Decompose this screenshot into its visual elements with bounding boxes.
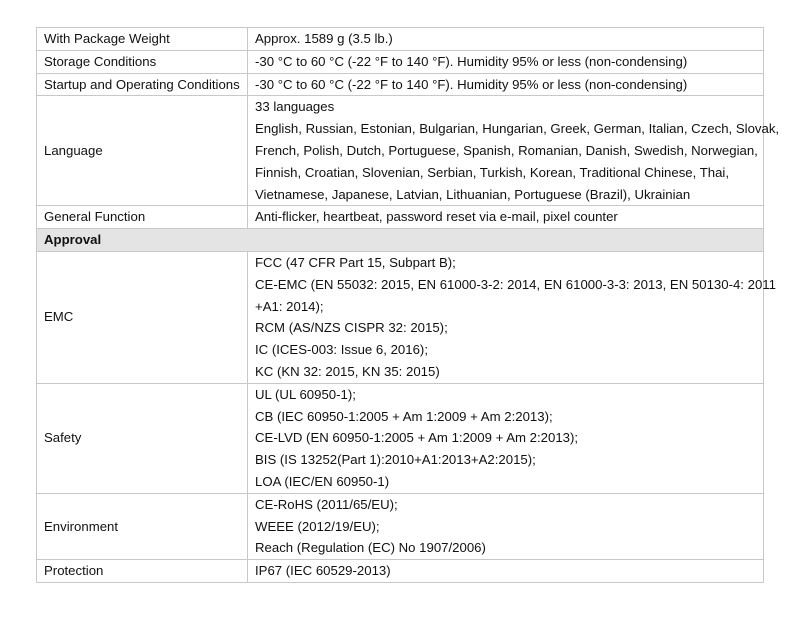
spec-value-line: RCM (AS/NZS CISPR 32: 2015); — [255, 320, 448, 336]
spec-value-line: -30 °C to 60 °C (-22 °F to 140 °F). Humidity 95% or less (non-condensing) — [255, 53, 688, 69]
spec-label: EMC — [37, 251, 248, 383]
spec-value — [248, 50, 764, 73]
spec-row — [37, 493, 764, 559]
spec-group-approval-header — [37, 229, 764, 252]
spec-value-line: Finnish, Croatian, Slovenian, Serbian, Turkish, Korean, Traditional Chinese, Thai, — [255, 164, 730, 180]
spec-value — [248, 28, 764, 51]
spec-value-line: CE-LVD (EN 60950-1:2005 + Am 1:2009 + Am 2:2013); — [255, 430, 579, 446]
spec-row — [37, 73, 764, 96]
spec-label: Storage Conditions — [37, 50, 248, 73]
spec-group-approval — [37, 251, 776, 582]
spec-value-line: 33 languages — [255, 99, 335, 115]
section-row-approval — [37, 229, 764, 252]
spec-row — [37, 383, 764, 493]
spec-value-line: Approx. 1589 g (3.5 lb.) — [255, 31, 393, 46]
spec-label: Protection — [37, 560, 248, 583]
spec-value-line: UL (UL 60950-1); — [255, 386, 356, 402]
spec-value-line: KC (KN 32: 2015, KN 35: 2015) — [255, 363, 440, 379]
spec-row — [37, 96, 764, 206]
spec-value — [248, 73, 764, 96]
spec-value — [248, 206, 764, 229]
spec-value-line: CE-EMC (EN 55032: 2015, EN 61000-3-2: 2014, EN 61000-3-3: 2013, EN 50130-4: 2011 — [255, 276, 776, 292]
spec-value-line: FCC (47 CFR Part 15, Subpart B); — [255, 254, 456, 270]
spec-value — [248, 96, 780, 206]
spec-value-line: CB (IEC 60950-1:2005 + Am 1:2009 + Am 2:2013); — [255, 408, 553, 424]
spec-value — [248, 493, 764, 559]
spec-value — [248, 251, 776, 383]
spec-label: Language — [37, 96, 248, 206]
spec-label: Environment — [37, 493, 248, 559]
spec-group-general — [37, 28, 780, 229]
spec-value-line: +A1: 2014); — [255, 298, 324, 314]
spec-value-line: IP67 (IEC 60529-2013) — [255, 563, 391, 579]
spec-value — [248, 383, 764, 493]
spec-value-line: CE-RoHS (2011/65/EU); — [255, 496, 398, 512]
spec-row — [37, 50, 764, 73]
spec-value-line: BIS (IS 13252(Part 1):2010+A1:2013+A2:2015); — [255, 452, 536, 468]
spec-row — [37, 28, 764, 51]
spec-row — [37, 560, 764, 583]
spec-value-line: IC (ICES-003: Issue 6, 2016); — [255, 342, 428, 358]
spec-value-line: Vietnamese, Japanese, Latvian, Lithuanian, Portuguese (Brazil), Ukrainian — [255, 186, 691, 202]
spec-value-line: English, Russian, Estonian, Bulgarian, Hungarian, Greek, German, Italian, Czech, Slovak, — [255, 121, 780, 137]
spec-label: With Package Weight — [37, 28, 248, 51]
spec-table — [36, 27, 780, 583]
spec-value-line: LOA (IEC/EN 60950-1) — [255, 473, 390, 489]
section-title: Approval — [37, 229, 764, 252]
spec-value-line: Reach (Regulation (EC) No 1907/2006) — [255, 540, 486, 556]
spec-value-line: -30 °C to 60 °C (-22 °F to 140 °F). Humidity 95% or less (non-condensing) — [255, 76, 688, 92]
spec-label: Safety — [37, 383, 248, 493]
spec-row — [37, 206, 764, 229]
spec-label: Startup and Operating Conditions — [37, 73, 248, 96]
spec-value-line: Anti-flicker, heartbeat, password reset via e-mail, pixel counter — [255, 209, 618, 225]
spec-value-line: WEEE (2012/19/EU); — [255, 518, 380, 534]
spec-row — [37, 251, 764, 383]
spec-value-line: French, Polish, Dutch, Portuguese, Spanish, Romanian, Danish, Swedish, Norwegian, — [255, 142, 758, 158]
spec-value — [248, 560, 764, 583]
spec-label: General Function — [37, 206, 248, 229]
